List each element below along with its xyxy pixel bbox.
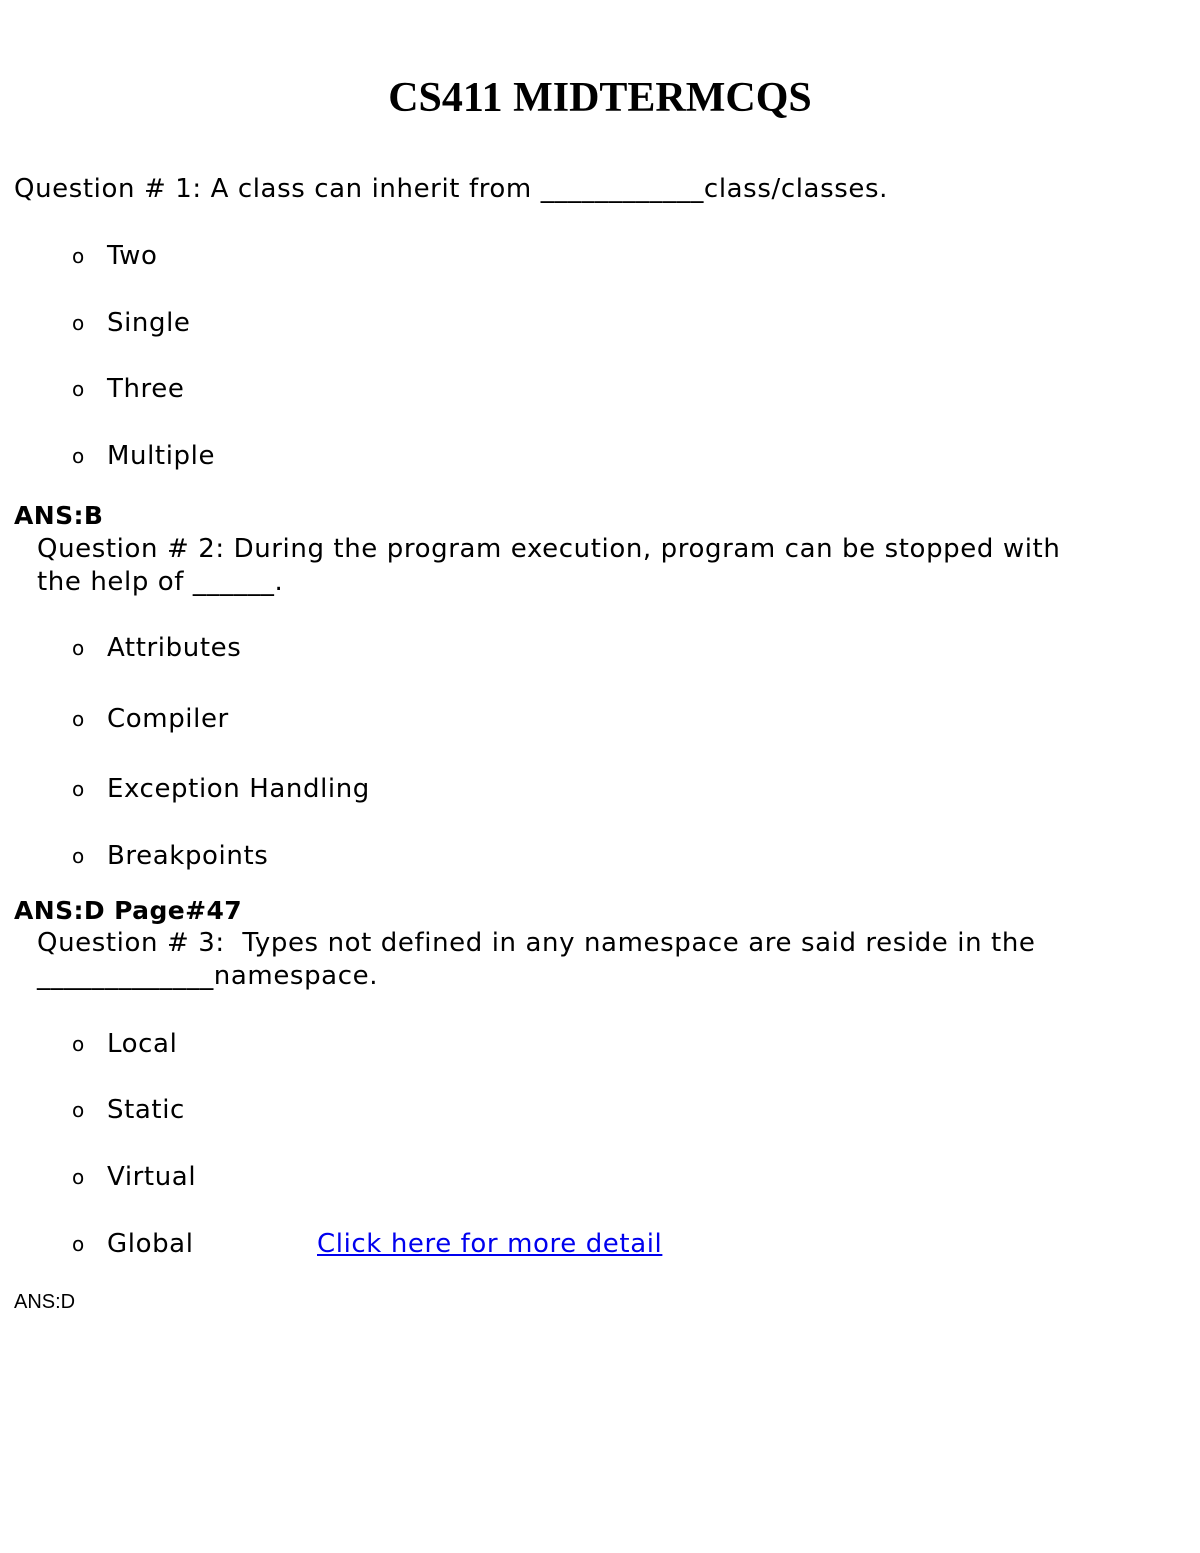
bullet-icon: o xyxy=(72,777,85,801)
question-2-option-a xyxy=(72,632,241,664)
option-label: Compiler xyxy=(107,704,229,734)
bullet-icon: o xyxy=(72,1165,85,1189)
question-1-option-c xyxy=(72,373,184,405)
question-2-text-line1: Question # 2: During the program execution, program can be stopped with xyxy=(37,534,1061,564)
option-label: Three xyxy=(107,374,185,404)
question-2-option-b xyxy=(72,703,229,735)
question-3-answer: ANS:D xyxy=(14,1291,76,1313)
option-label: Exception Handling xyxy=(107,774,370,804)
option-label: Breakpoints xyxy=(107,841,269,871)
option-label: Two xyxy=(107,241,158,271)
bullet-icon: o xyxy=(72,311,85,335)
option-label: Virtual xyxy=(107,1162,197,1192)
option-label: Global xyxy=(107,1229,194,1259)
question-2-text-line2: the help of ______. xyxy=(37,567,284,597)
bullet-icon: o xyxy=(72,244,85,268)
question-3-text-line2: _____________namespace. xyxy=(37,961,379,991)
question-3-text-line1: Question # 3: Types not defined in any namespace are said reside in the xyxy=(37,928,1036,958)
more-detail-link[interactable]: Click here for more detail xyxy=(317,1229,663,1259)
option-label: Single xyxy=(107,308,191,338)
question-1-option-b xyxy=(72,307,191,339)
bullet-icon: o xyxy=(72,1032,85,1056)
page-title: CS411 MIDTERMCQS xyxy=(388,75,812,121)
bullet-icon: o xyxy=(72,377,85,401)
option-label: Multiple xyxy=(107,441,216,471)
question-3-option-c xyxy=(72,1161,196,1193)
question-1-option-d xyxy=(72,440,215,472)
question-1-option-a xyxy=(72,240,158,272)
question-2-option-c xyxy=(72,773,370,805)
question-2-option-d xyxy=(72,840,268,872)
option-label: Static xyxy=(107,1095,185,1125)
option-label: Attributes xyxy=(107,633,242,663)
bullet-icon: o xyxy=(72,844,85,868)
question-2-answer: ANS:D Page#47 xyxy=(14,896,243,925)
question-3-option-b xyxy=(72,1094,185,1126)
question-3-option-a xyxy=(72,1028,177,1060)
option-label: Local xyxy=(107,1029,178,1059)
question-3-option-d xyxy=(72,1228,194,1260)
question-1-text: Question # 1: A class can inherit from ____________class/classes. xyxy=(14,174,888,204)
bullet-icon: o xyxy=(72,636,85,660)
bullet-icon: o xyxy=(72,1232,85,1256)
bullet-icon: o xyxy=(72,707,85,731)
question-1-answer: ANS:B xyxy=(14,501,104,530)
bullet-icon: o xyxy=(72,1098,85,1122)
bullet-icon: o xyxy=(72,444,85,468)
